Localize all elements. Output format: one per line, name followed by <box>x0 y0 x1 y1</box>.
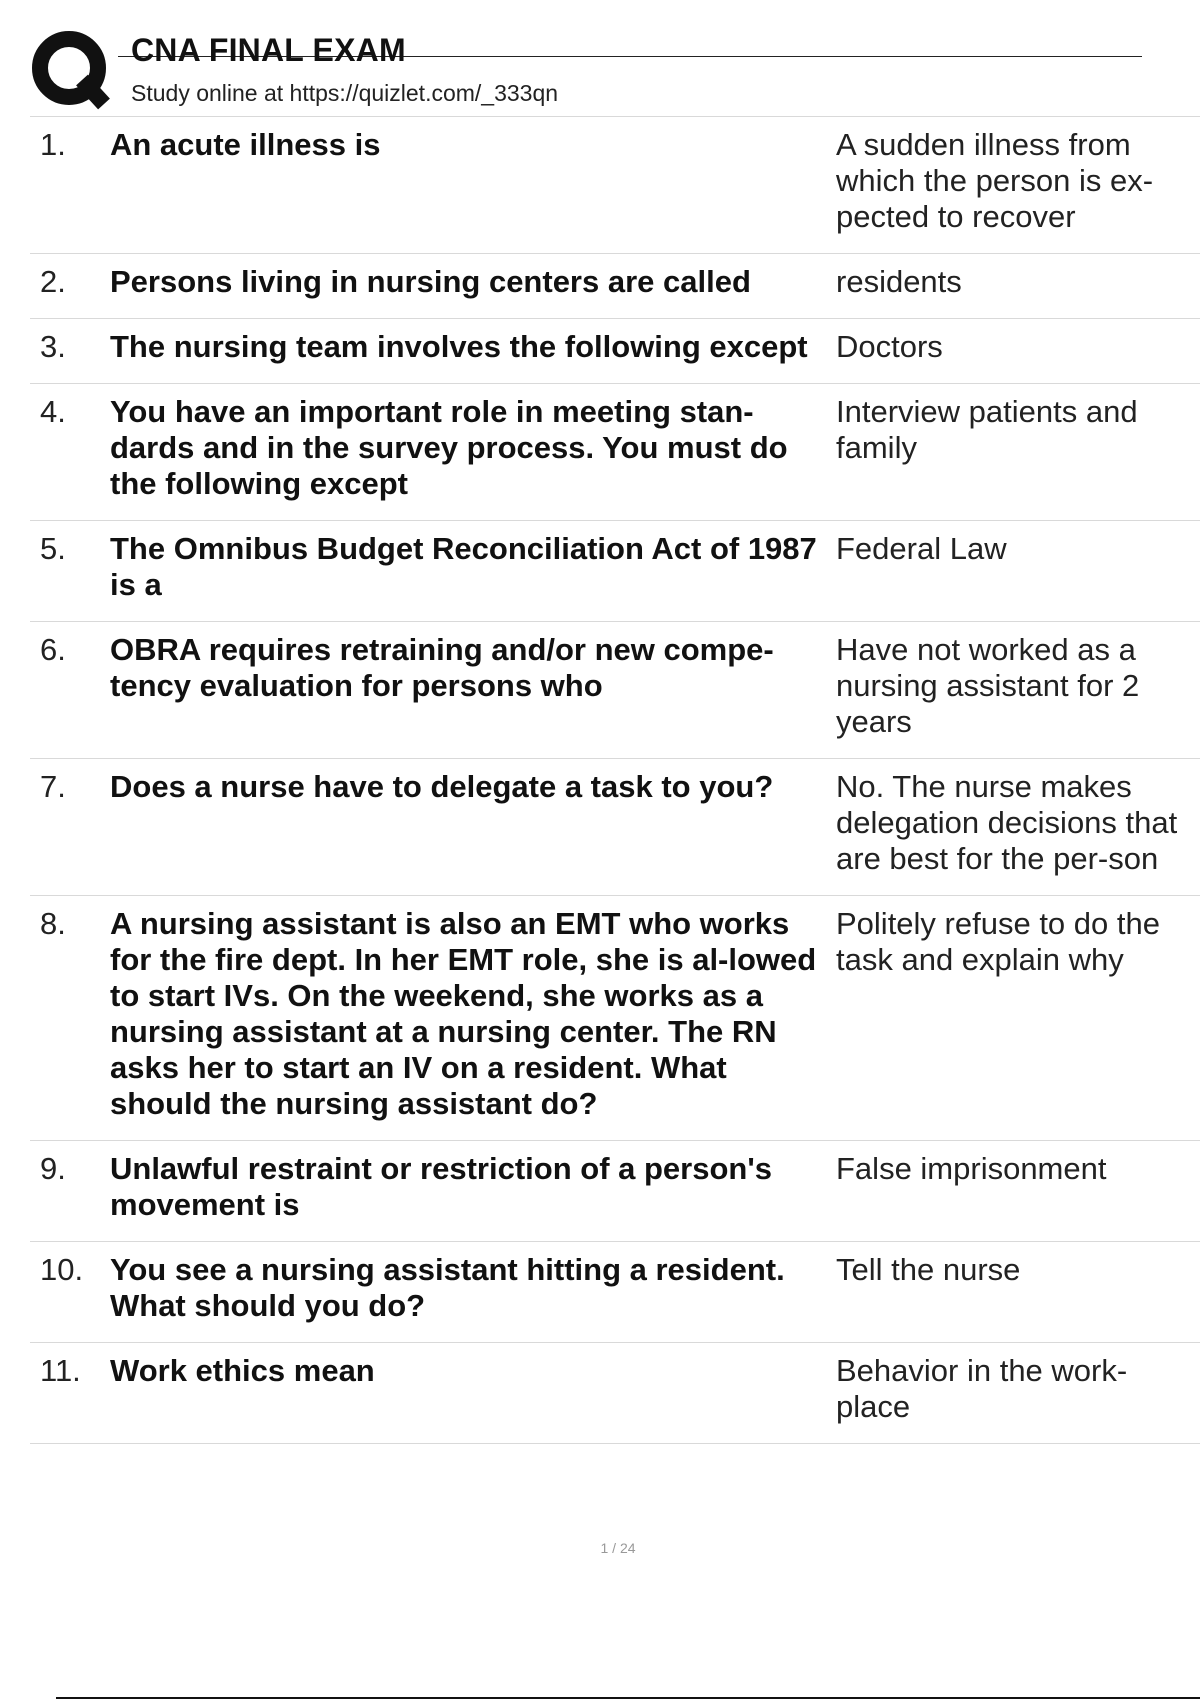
card-term: A nursing assistant is also an EMT who works for the fire dept. In her EMT role, she is al-lowed to start IVs. On the weekend, she works as a nursing assistant at a nursing center. The RN asks her to start an IV on a resident. What should the nursing assistant do? <box>110 906 817 1121</box>
flashcard-row <box>30 896 1200 1141</box>
card-term: The nursing team involves the following except <box>110 329 808 364</box>
card-definition: False imprisonment <box>836 1151 1107 1186</box>
footer-rule <box>56 1697 1200 1699</box>
card-term: The Omnibus Budget Reconciliation Act of 1987 is a <box>110 531 817 602</box>
flashcard-list <box>30 116 1200 1444</box>
page-title: CNA FINAL EXAM <box>131 32 406 68</box>
card-definition: residents <box>836 264 962 299</box>
card-number: 11. <box>40 1353 81 1388</box>
card-term: Work ethics mean <box>110 1353 375 1388</box>
card-definition: Have not worked as a nursing assistant for 2 years <box>836 632 1140 739</box>
study-online-link[interactable]: Study online at https://quizlet.com/_333qn <box>131 80 559 106</box>
flashcard-row <box>30 1141 1200 1242</box>
card-definition: Interview patients and family <box>836 394 1138 465</box>
flashcard-row <box>30 254 1200 319</box>
card-definition: Doctors <box>836 329 943 364</box>
flashcard-row <box>30 384 1200 521</box>
card-number: 4. <box>40 394 66 429</box>
card-term: An acute illness is <box>110 127 381 162</box>
card-number: 1. <box>40 127 66 162</box>
flashcard-row <box>30 1242 1200 1343</box>
flashcard-row <box>30 759 1200 896</box>
card-term: You see a nursing assistant hitting a resident. What should you do? <box>110 1252 785 1323</box>
card-number: 6. <box>40 632 66 667</box>
card-number: 10. <box>40 1252 84 1287</box>
flashcard-row <box>30 319 1200 384</box>
card-definition: Politely refuse to do the task and explain why <box>836 906 1160 977</box>
card-definition: A sudden illness from which the person is ex-pected to recover <box>836 127 1154 234</box>
card-definition: Tell the nurse <box>836 1252 1021 1287</box>
card-number: 7. <box>40 769 66 804</box>
page-number: 1 / 24 <box>600 1540 636 1556</box>
flashcard-row <box>30 1343 1200 1444</box>
card-term: OBRA requires retraining and/or new compe-tency evaluation for persons who <box>110 632 774 703</box>
card-number: 9. <box>40 1151 66 1186</box>
quizlet-logo-icon <box>30 30 112 112</box>
card-term: You have an important role in meeting stan-dards and in the survey process. You must do the following except <box>110 394 788 501</box>
card-term: Does a nurse have to delegate a task to you? <box>110 769 774 804</box>
card-number: 5. <box>40 531 66 566</box>
card-term: Persons living in nursing centers are called <box>110 264 751 299</box>
flashcard-row <box>30 622 1200 759</box>
flashcard-row <box>30 521 1200 622</box>
card-definition: No. The nurse makes delegation decisions that are best for the per-son <box>836 769 1178 876</box>
card-definition: Behavior in the work-place <box>836 1353 1128 1424</box>
card-number: 8. <box>40 906 66 941</box>
card-term: Unlawful restraint or restriction of a person's movement is <box>110 1151 772 1222</box>
card-number: 3. <box>40 329 66 364</box>
flashcard-row <box>30 117 1200 254</box>
card-definition: Federal Law <box>836 531 1007 566</box>
card-number: 2. <box>40 264 66 299</box>
